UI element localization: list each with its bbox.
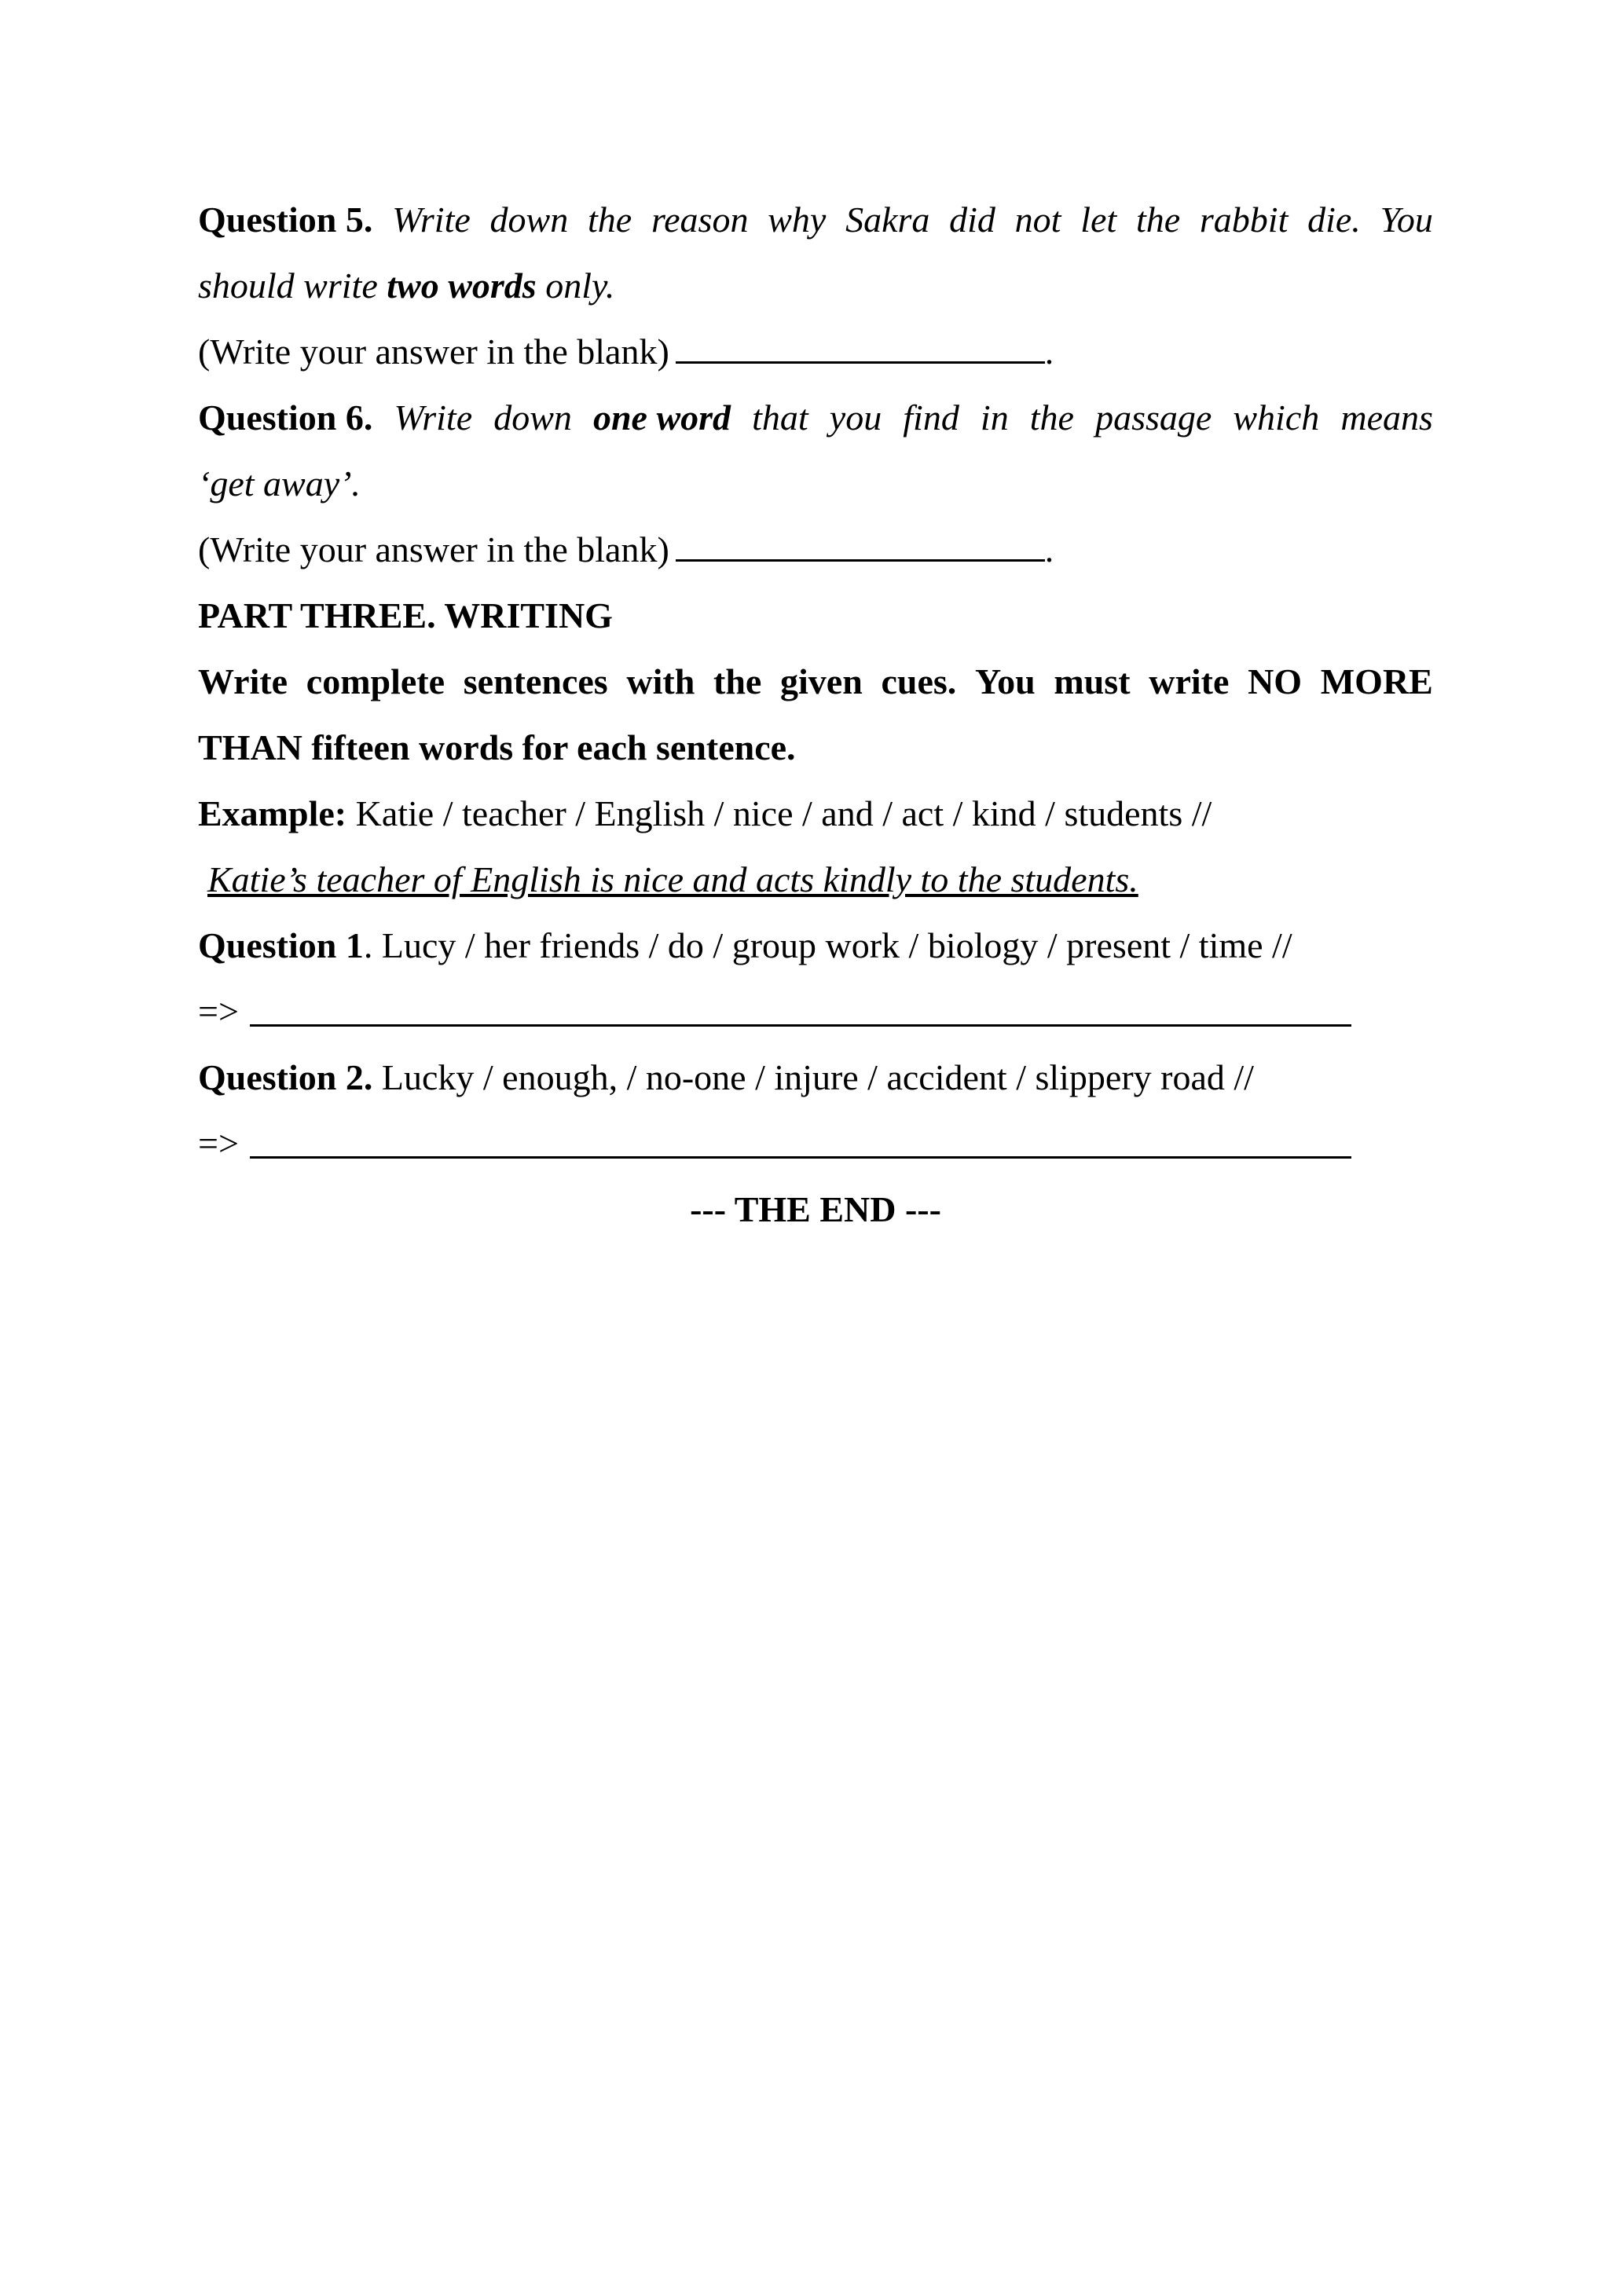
word: let [1080,200,1117,240]
writing-answer-1-row [198,979,1433,1045]
question-5-line-2 [198,253,1433,319]
answer-arrow: => [198,1123,239,1163]
word: the [1135,200,1181,240]
question-5-answer-row [198,319,1433,385]
word: means [1340,397,1433,438]
question-6-answer-row [198,517,1433,583]
example-answer-row [198,847,1433,913]
question-6-label: Question 6. [198,397,373,438]
word: must [1054,661,1131,701]
word: sentences [463,661,608,701]
word: the [587,200,632,240]
section-heading: PART THREE. WRITING [198,595,613,635]
word: did [949,200,995,240]
word: You [975,661,1036,701]
answer-prompt: (Write your answer in the blank) [198,529,669,569]
word: Write [392,200,471,240]
word: why [768,200,827,240]
word: the [713,661,762,701]
word: cues. [881,661,957,701]
question-2-label: Question 2. [198,1057,373,1097]
example-row [198,781,1433,847]
question-1-label: Question 1 [198,925,364,965]
question-5-text: should write [198,265,387,306]
answer-line-2[interactable] [250,1156,1351,1159]
word: you [829,397,882,438]
word: write [1149,661,1230,701]
word: MORE [1320,661,1433,701]
word: complete [306,661,445,701]
word: rabbit [1199,200,1289,240]
example-answer: Katie’s teacher of English is nice and acts kindly to the students. [207,859,1138,899]
writing-question-1 [198,913,1433,979]
word: the [1029,397,1074,438]
question-1-cues: . Lucy / her friends / do / group work / biology / present / time // [363,925,1292,965]
word: die. [1307,200,1361,240]
word: not [1014,200,1061,240]
question-5-label: Question 5. [198,200,373,240]
instruction-line-1 [198,649,1433,715]
word: with [626,661,695,701]
answer-period: . [1044,529,1054,569]
word: find [903,397,959,438]
question-5-line-1 [198,187,1433,253]
word: Write [198,661,288,701]
word: down [489,200,569,240]
question-6-line-1 [198,385,1433,451]
word: Sakra [845,200,930,240]
question-5-emphasis: two words [387,265,537,306]
word: NO [1248,661,1303,701]
word: You [1380,200,1433,240]
example-label: Example: [198,793,347,833]
instruction-line-2: THAN fifteen words for each sentence. [198,727,796,767]
word: down [493,397,572,438]
word: reason [651,200,749,240]
word: which [1233,397,1320,438]
word: Write [394,397,473,438]
question-6-emphasis: one word [592,397,731,438]
end-marker: --- THE END --- [690,1189,941,1229]
word: that [752,397,808,438]
word: in [980,397,1009,438]
example-cues: Katie / teacher / English / nice / and / act / kind / students // [346,793,1212,833]
answer-blank[interactable] [676,525,1045,562]
question-5-text-end: only. [536,265,615,306]
question-6-line-2: ‘get away’. [198,463,361,504]
word: passage [1095,397,1212,438]
writing-answer-2-row [198,1111,1433,1177]
answer-period: . [1044,331,1054,372]
question-2-cues: Lucky / enough, / no-one / injure / accident / slippery road // [372,1057,1254,1097]
answer-arrow: => [198,991,239,1031]
worksheet-page [198,187,1433,1243]
answer-prompt: (Write your answer in the blank) [198,331,669,372]
answer-blank[interactable] [676,327,1045,364]
writing-question-2 [198,1045,1433,1111]
answer-line-1[interactable] [250,1024,1351,1027]
word: given [780,661,863,701]
